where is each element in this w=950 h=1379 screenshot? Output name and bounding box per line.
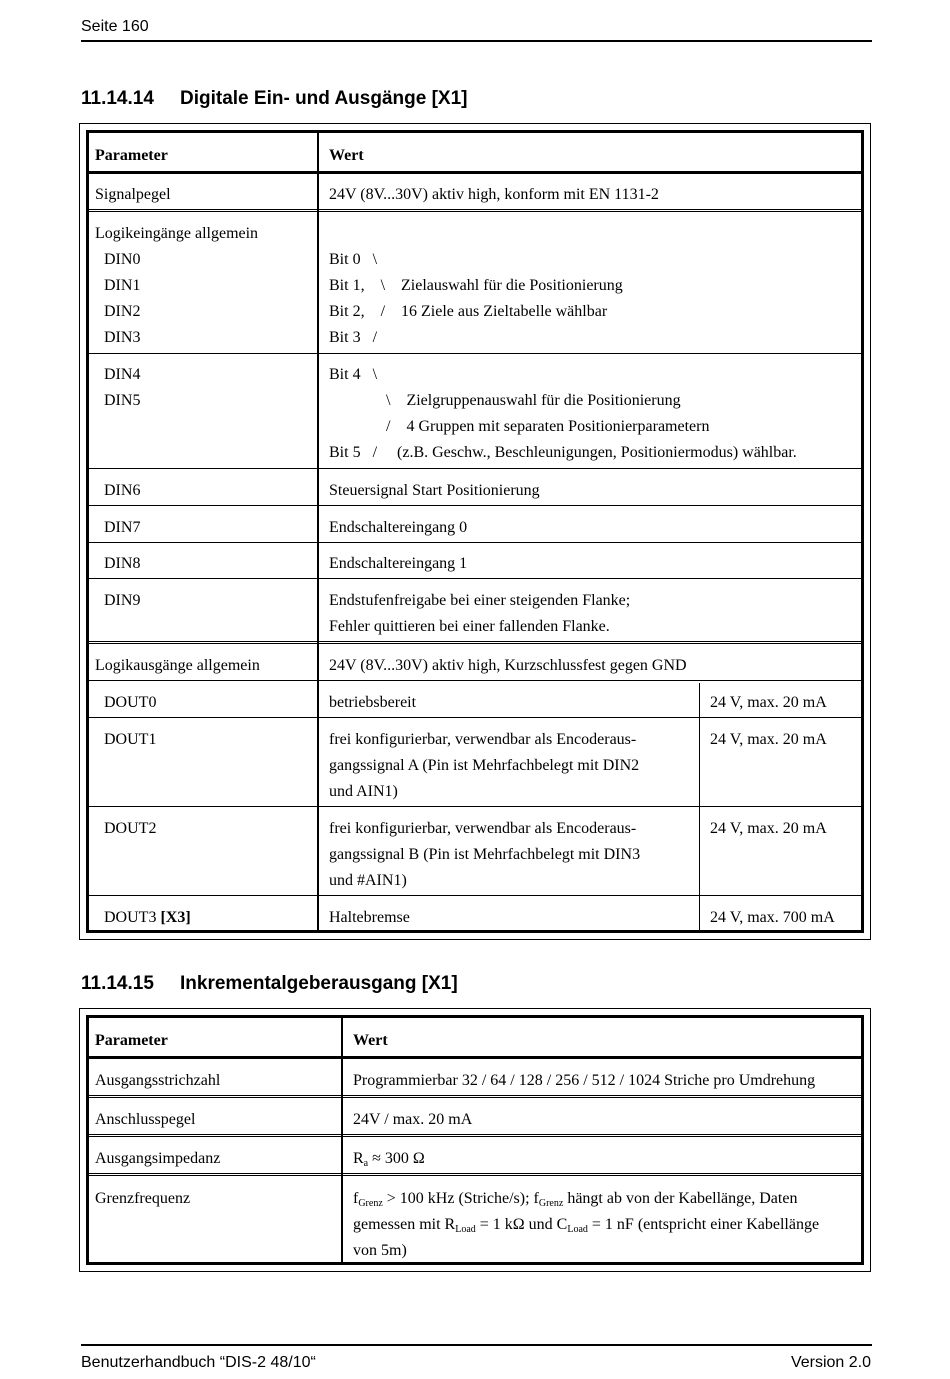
row-rule xyxy=(89,895,861,896)
value-din3: Bit 3 / xyxy=(329,329,378,346)
value-din1: Bit 1, \ Zielauswahl für die Positionierung xyxy=(329,277,623,294)
header-value: Wert xyxy=(329,147,364,164)
encoder-output-table xyxy=(79,1008,871,1272)
spec-dout2: 24 V, max. 20 mA xyxy=(710,820,827,837)
value-impedanz-amount: ≈ 300 Ω xyxy=(368,1150,425,1167)
param-logik-in: Logikeingänge allgemein xyxy=(95,225,259,242)
value-dout3: Haltebremse xyxy=(329,909,410,926)
param-impedanz: Ausgangsimpedanz xyxy=(95,1150,221,1167)
spec-dout0: 24 V, max. 20 mA xyxy=(710,694,827,711)
section-number: 11.14.15 xyxy=(81,973,154,994)
param-din7: DIN7 xyxy=(104,519,141,536)
digital-io-table-inner xyxy=(86,130,864,933)
value-dout1-line1: frei konfigurierbar, verwendbar als Encoderaus- xyxy=(329,731,637,748)
header-parameter: Parameter xyxy=(95,1032,168,1049)
symbol-f: f xyxy=(353,1190,359,1207)
param-din2: DIN2 xyxy=(104,303,141,320)
subscript-grenz: Grenz xyxy=(538,1198,564,1209)
param-dout3 xyxy=(104,905,191,931)
param-din1: DIN1 xyxy=(104,277,141,294)
value-din9-line1: Endstufenfreigabe bei einer steigenden Flanke; xyxy=(329,592,631,609)
value-impedanz xyxy=(353,1146,425,1172)
row-rule xyxy=(89,542,861,543)
param-din0: DIN0 xyxy=(104,251,141,268)
row-rule xyxy=(89,641,861,644)
digital-io-table xyxy=(79,123,871,940)
column-divider xyxy=(341,1018,343,1262)
value-din8: Endschaltereingang 1 xyxy=(329,555,468,572)
encoder-output-table-inner xyxy=(86,1015,864,1265)
value-din6: Steuersignal Start Positionierung xyxy=(329,482,540,499)
value-dout1-line3: und AIN1) xyxy=(329,783,398,800)
footer-version: Version 2.0 xyxy=(790,1354,871,1371)
value-grenzfrequenz-line1 xyxy=(353,1186,797,1212)
symbol-f: f xyxy=(533,1190,539,1207)
param-din9: DIN9 xyxy=(104,592,141,609)
header-rule xyxy=(81,40,872,42)
value-impedanz-subscript: a xyxy=(363,1158,369,1169)
param-din4: DIN4 xyxy=(104,366,141,383)
text-segment: > 100 kHz (Striche/s); xyxy=(382,1190,534,1207)
section-number: 11.14.14 xyxy=(81,88,154,109)
param-grenzfrequenz: Grenzfrequenz xyxy=(95,1190,191,1207)
row-rule xyxy=(89,209,861,212)
value-dout2-line1: frei konfigurierbar, verwendbar als Encoderaus- xyxy=(329,820,637,837)
value-din5: Bit 5 / (z.B. Geschw., Beschleunigungen, Positioniermodus) wählbar. xyxy=(329,444,797,461)
param-dout3-connector: [X3] xyxy=(160,909,191,926)
row-rule xyxy=(89,353,861,354)
value-signalpegel: 24V (8V...30V) aktiv high, konform mit EN 1131-2 xyxy=(329,186,659,203)
value-dout1-line2: gangssignal A (Pin ist Mehrfachbelegt mit DIN2 xyxy=(329,757,640,774)
footer-manual-title: Benutzerhandbuch “DIS-2 48/10“ xyxy=(81,1354,316,1371)
row-rule xyxy=(89,806,861,807)
value-logik-out: 24V (8V...30V) aktiv high, Kurzschlussfest gegen GND xyxy=(329,657,687,674)
text-segment: = 1 kΩ und C xyxy=(475,1216,568,1233)
text-segment: = 1 nF (entspricht einer Kabellänge xyxy=(587,1216,820,1233)
header-value: Wert xyxy=(353,1032,388,1049)
value-din2: Bit 2, / 16 Ziele aus Zieltabelle wählbar xyxy=(329,303,608,320)
param-din8: DIN8 xyxy=(104,555,141,572)
section-title-text: Digitale Ein- und Ausgänge [X1] xyxy=(180,88,468,109)
param-anschlusspegel: Anschlusspegel xyxy=(95,1111,196,1128)
value-impedanz-symbol: R xyxy=(353,1150,364,1167)
row-rule xyxy=(89,1134,861,1137)
value-dout2-line3: und #AIN1) xyxy=(329,872,407,889)
value-anschlusspegel: 24V / max. 20 mA xyxy=(353,1111,473,1128)
param-din5: DIN5 xyxy=(104,392,141,409)
value-grenzfrequenz-line3: von 5m) xyxy=(353,1242,407,1259)
row-rule xyxy=(89,468,861,469)
param-dout2: DOUT2 xyxy=(104,820,157,837)
param-signalpegel: Signalpegel xyxy=(95,186,171,203)
page-header: Seite 160 xyxy=(81,18,149,35)
param-strichzahl: Ausgangsstrichzahl xyxy=(95,1072,221,1089)
row-rule xyxy=(89,1173,861,1176)
param-din3: DIN3 xyxy=(104,329,141,346)
footer-rule xyxy=(81,1344,872,1346)
section-title-encoder-output xyxy=(81,973,458,995)
subscript-load: Load xyxy=(455,1224,476,1235)
value-dout2-line2: gangssignal B (Pin ist Mehrfachbelegt mit DIN3 xyxy=(329,846,641,863)
column-divider xyxy=(317,133,319,930)
param-dout1: DOUT1 xyxy=(104,731,157,748)
param-logik-out: Logikausgänge allgemein xyxy=(95,657,260,674)
subscript-grenz: Grenz xyxy=(358,1198,383,1209)
subscript-load: Load xyxy=(567,1224,588,1235)
value-grenzfrequenz-line2 xyxy=(353,1212,819,1238)
param-dout0: DOUT0 xyxy=(104,694,157,711)
value-din45-line2: \ Zielgruppenauswahl für die Positionierung xyxy=(386,392,681,409)
value-din9-line2: Fehler quittieren bei einer fallenden Flanke. xyxy=(329,618,610,635)
text-segment: gemessen mit R xyxy=(353,1216,456,1233)
header-rule xyxy=(89,1056,861,1059)
value-din4: Bit 4 \ xyxy=(329,366,378,383)
header-parameter: Parameter xyxy=(95,147,168,164)
value-dout0: betriebsbereit xyxy=(329,694,417,711)
row-rule xyxy=(89,717,861,718)
row-rule xyxy=(89,680,861,681)
section-title-digital-io xyxy=(81,88,467,110)
section-title-text: Inkrementalgeberausgang [X1] xyxy=(180,973,458,994)
text-segment: hängt ab von der Kabellänge, Daten xyxy=(563,1190,798,1207)
spec-dout3: 24 V, max. 700 mA xyxy=(710,909,835,926)
row-rule xyxy=(89,1095,861,1098)
row-rule xyxy=(89,578,861,579)
value-din7: Endschaltereingang 0 xyxy=(329,519,468,536)
value-din0: Bit 0 \ xyxy=(329,251,378,268)
value-din45-line3: / 4 Gruppen mit separaten Positionierparametern xyxy=(386,418,710,435)
value-strichzahl: Programmierbar 32 / 64 / 128 / 256 / 512 / 1024 Striche pro Umdrehung xyxy=(353,1072,816,1089)
param-dout3-label: DOUT3 xyxy=(104,909,157,926)
header-rule xyxy=(89,171,861,174)
spec-dout1: 24 V, max. 20 mA xyxy=(710,731,827,748)
param-din6: DIN6 xyxy=(104,482,141,499)
row-rule xyxy=(89,505,861,506)
